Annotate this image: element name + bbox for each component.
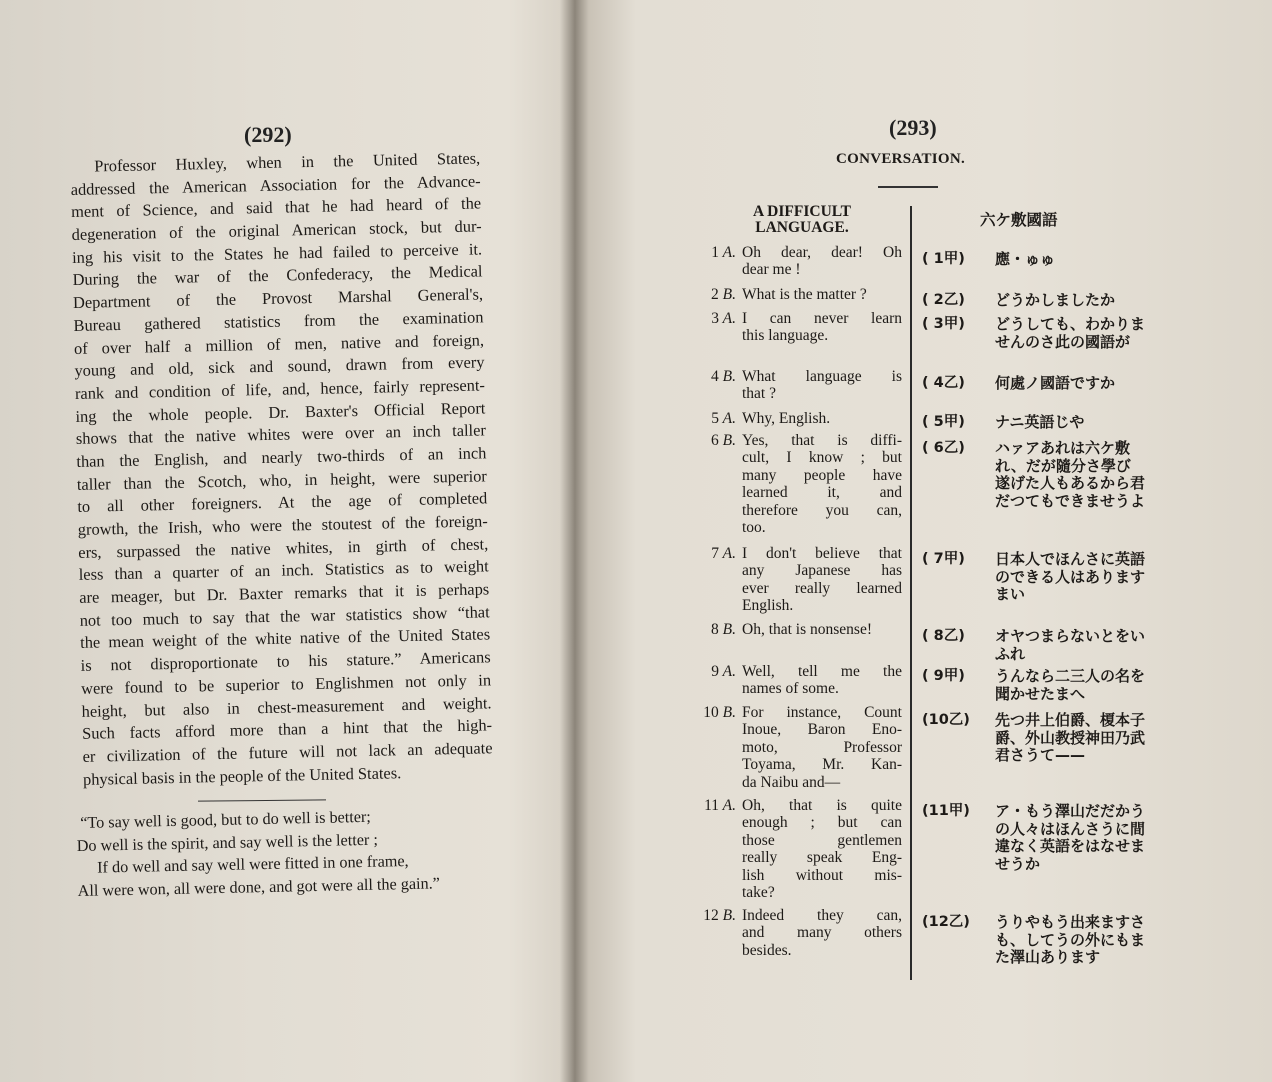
english-text-line: names of some. — [742, 680, 839, 698]
line-number: 12 B. — [703, 907, 736, 924]
poem-line: “To say well is good, but to do well is better; — [80, 807, 372, 832]
text-line: ing the whole people. Dr. Baxter's Official Report — [75, 397, 486, 426]
text-line: than the English, and nearly two-thirds of an inch — [76, 443, 487, 471]
japanese-line: 應・ゅゅ — [995, 250, 1056, 268]
speaker-label: A. — [719, 410, 736, 427]
english-text-line: lish without mis- — [742, 866, 902, 884]
speaker-label: B. — [718, 907, 736, 924]
text-line: degeneration of the original American stock, but dur- — [71, 216, 482, 245]
japanese-line: どうしても、わかりませんのさ此の國語が — [995, 315, 1146, 351]
text-line: not too much to say that the war statistics show “that — [79, 602, 490, 630]
english-text-line: and many others — [742, 924, 902, 942]
english-text-line: really speak Eng- — [742, 849, 902, 867]
speaker-label: B. — [718, 704, 736, 721]
text-line: Bureau gathered statistics from the examination — [73, 307, 484, 335]
english-text-line: I can never learn — [742, 310, 902, 327]
text-line: taller than the Scotch, who, in height, were superior — [76, 465, 487, 494]
column-divider — [910, 206, 912, 980]
section-rule — [198, 799, 326, 801]
english-text-line: besides. — [742, 941, 792, 959]
english-line — [742, 621, 902, 638]
poem-line: If do well and say well were fitted in one frame, — [96, 852, 409, 877]
speaker-label: A. — [719, 663, 736, 680]
line-number: 1 A. — [711, 244, 736, 261]
japanese-line-tag: ( 1甲) — [922, 251, 965, 267]
line-number: 10 B. — [703, 704, 736, 721]
text-line: Such facts afford more than a hint that the high- — [81, 715, 493, 744]
japanese-line: ナニ英語じや — [995, 413, 1085, 431]
japanese-line: オヤつまらないとをいふれ — [995, 627, 1146, 663]
section-title: CONVERSATION. — [836, 151, 966, 167]
text-line: ers, surpassed the native whites, in girth of chest, — [78, 534, 489, 562]
text-line: Professor Huxley, when in the United States, — [94, 148, 481, 176]
japanese-line: 何處ノ國語ですか — [995, 374, 1116, 392]
speaker-label: B. — [718, 432, 736, 449]
body-paragraph — [70, 147, 493, 791]
english-text-line: Oh dear, dear! Oh — [742, 244, 902, 261]
text-line: is not disproportionate to his stature.” Americans — [80, 647, 491, 676]
speaker-label: A. — [719, 310, 736, 327]
japanese-line-tag: (12乙) — [922, 914, 970, 930]
text-line: were found to be superior to Englishmen not only in — [80, 670, 492, 698]
poem-quote — [76, 803, 498, 902]
title-rule — [878, 186, 938, 188]
japanese-line: 先つ井上伯爵、榎本子爵、外山教授神田乃武君さうて—— — [995, 711, 1146, 765]
english-text-line: this language. — [742, 327, 829, 345]
japanese-line: ハァアあれは六ケ敷れ、だが隨分さ學び遂げた人もあるから君だつてもできませうよ — [995, 439, 1146, 510]
english-line — [742, 286, 902, 303]
english-line — [742, 432, 902, 536]
text-line: young and old, sick and sound, drawn from every — [74, 352, 485, 381]
speaker-label: B. — [718, 621, 736, 638]
text-line: of over half a million of men, native and foreign, — [73, 329, 485, 358]
english-text-line: English. — [742, 597, 794, 615]
speaker-label: B. — [718, 368, 736, 385]
english-text-line: What language is — [742, 368, 902, 385]
japanese-line-tag: ( 3甲) — [922, 316, 965, 332]
english-text-line: cult, I know ; but — [742, 449, 902, 467]
english-text-line: that ? — [742, 385, 776, 403]
english-line — [742, 663, 902, 698]
text-line: addressed the American Association for the Advance- — [70, 171, 481, 199]
text-line: rank and condition of life, and, hence, fairly represent- — [74, 375, 486, 403]
speaker-label: A. — [719, 797, 736, 814]
japanese-line: どうかしましたか — [995, 291, 1116, 309]
text-line: to all other foreigners. At the age of completed — [77, 488, 488, 517]
english-text-line: Oh, that is nonsense! — [742, 621, 873, 638]
english-column-heading: A DIFFICULT LANGUAGE. — [752, 203, 852, 236]
english-text-line: Toyama, Mr. Kan- — [742, 756, 902, 774]
page-number: (292) — [244, 122, 292, 147]
english-text-line: those gentlemen — [742, 831, 902, 849]
english-text-line: Inoue, Baron Eno- — [742, 721, 902, 739]
japanese-line: ア・もう澤山だだかうの人々はほんさうに間違なく英語をはなせませうか — [995, 802, 1146, 873]
poem-line: Do well is the spirit, and say well is the letter ; — [76, 830, 379, 855]
text-line: height, but also in chest-measurement and weight. — [81, 692, 492, 721]
english-text-line: da Naibu and— — [742, 773, 841, 791]
line-number: 9 A. — [711, 663, 736, 680]
english-text-line: therefore you can, — [742, 501, 902, 519]
english-text-line: dear me ! — [742, 261, 801, 279]
line-number: 5 A. — [711, 410, 736, 427]
text-line: less than a quarter of an inch. Statistics as to weight — [78, 556, 489, 585]
english-line — [742, 244, 902, 279]
english-line — [742, 368, 902, 403]
japanese-line-tag: ( 8乙) — [922, 628, 965, 644]
english-text-line: Oh, that is quite — [742, 797, 902, 814]
japanese-line: 日本人でほんさに英語のできる人はありますまい — [995, 550, 1146, 604]
english-text-line: For instance, Count — [742, 704, 902, 721]
left-page — [0, 0, 575, 1082]
line-number: 3 A. — [711, 310, 736, 327]
japanese-line-tag: ( 6乙) — [922, 440, 965, 456]
japanese-line-tag: (10乙) — [922, 712, 970, 728]
text-line: er civilization of the future will not lack an adequate — [82, 738, 493, 766]
japanese-line-tag: ( 2乙) — [922, 292, 965, 308]
english-line — [742, 310, 902, 345]
speaker-label: A. — [719, 545, 736, 562]
english-text-line: learned it, and — [742, 484, 902, 502]
line-number: 11 A. — [704, 797, 736, 814]
english-line — [742, 907, 902, 959]
text-line: During the war of the Confederacy, the Medical — [72, 261, 483, 290]
english-line — [742, 704, 902, 791]
text-line: the mean weight of the white native of the United States — [79, 624, 491, 653]
japanese-line-tag: ( 9甲) — [922, 668, 965, 684]
english-line — [742, 797, 902, 901]
text-line: ing his visit to the States he had failed to perceive it. — [71, 239, 483, 267]
speaker-label: B. — [718, 286, 736, 303]
text-line: growth, the Irish, who were the stoutest of the foreign- — [77, 511, 488, 539]
poem-line: All were won, all were done, and got were all the gain.” — [77, 873, 441, 900]
line-number: 2 B. — [711, 286, 736, 303]
japanese-line: うりやもう出来ますさも、してうの外にもまた澤山あります — [995, 913, 1146, 967]
japanese-line-tag: ( 4乙) — [922, 375, 965, 391]
english-text-line: Yes, that is diffi- — [742, 432, 902, 449]
japanese-column-heading: 六ケ敷國語 — [980, 211, 1058, 229]
text-line: shows that the native whites were over an inch taller — [75, 420, 487, 449]
right-page — [590, 0, 1272, 1082]
line-number: 6 B. — [711, 432, 736, 449]
english-text-line: I don't believe that — [742, 545, 902, 562]
text-line: are meager, but Dr. Baxter remarks that it is perhaps — [79, 579, 490, 607]
english-text-line: take? — [742, 884, 775, 902]
english-line — [742, 545, 902, 615]
line-number: 8 B. — [711, 621, 736, 638]
english-text-line: Well, tell me the — [742, 663, 902, 680]
english-text-line: Indeed they can, — [742, 907, 902, 924]
japanese-line: うんなら二三人の名を聞かせたまへ — [995, 667, 1146, 703]
line-number: 7 A. — [711, 545, 736, 562]
speaker-label: A. — [719, 244, 736, 261]
english-text-line: Why, English. — [742, 410, 831, 427]
english-text-line: too. — [742, 519, 766, 537]
english-text-line: any Japanese has — [742, 562, 902, 580]
line-number: 4 B. — [711, 368, 736, 385]
english-text-line: many people have — [742, 466, 902, 484]
text-line: physical basis in the people of the United States. — [82, 762, 402, 789]
japanese-line-tag: (11甲) — [922, 803, 970, 819]
english-text-line: ever really learned — [742, 579, 902, 597]
text-line: Department of the Provost Marshal General's, — [72, 284, 484, 313]
english-text-line: moto, Professor — [742, 738, 902, 756]
english-line — [742, 410, 902, 427]
text-line: ment of Science, and said that he had heard of the — [70, 193, 482, 222]
japanese-line-tag: ( 5甲) — [922, 414, 965, 430]
english-text-line: What is the matter ? — [742, 286, 867, 303]
japanese-line-tag: ( 7甲) — [922, 551, 965, 567]
english-text-line: enough ; but can — [742, 814, 902, 832]
page-number: (293) — [889, 115, 937, 140]
